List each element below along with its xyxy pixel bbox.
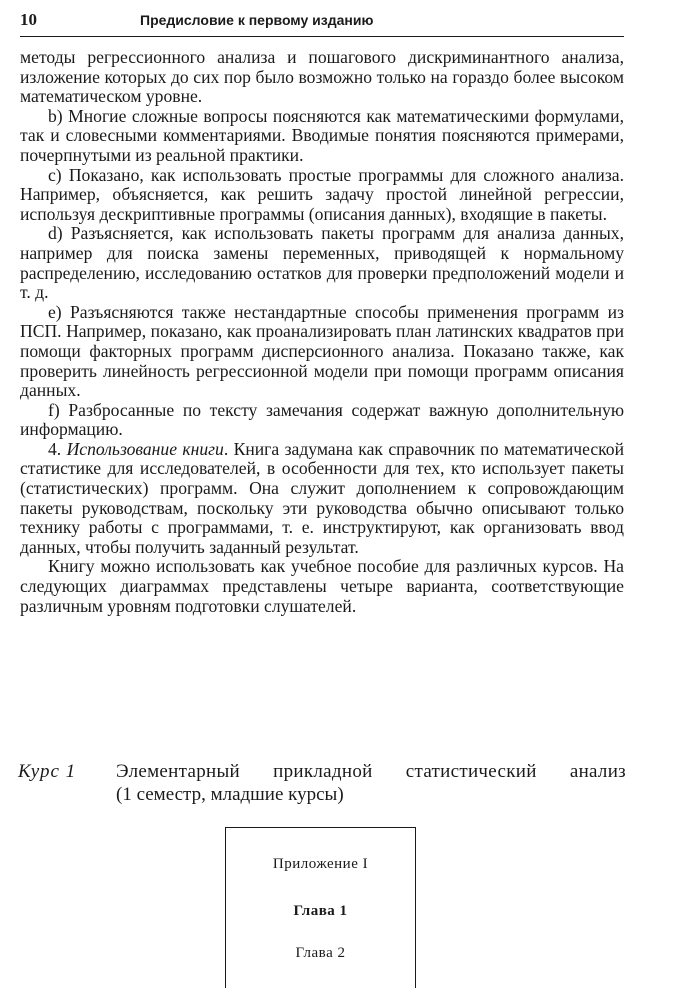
paragraph-continuation: методы регрессионного анализа и пошагового дискриминантного анализа, изложение которых до сих пор было возможно только на гораздо более высоком математическом уровне. xyxy=(20,47,624,107)
course-subtitle: (1 семестр, младшие курсы) xyxy=(116,784,344,805)
course-label: Курс 1 xyxy=(18,761,77,782)
page-number: 10 xyxy=(20,10,37,29)
section-number: 4. xyxy=(48,438,67,459)
paragraph-course-intro: Книгу можно использовать как учебное пособие для различных курсов. На следующих диаграммах представлены четыре варианта, соответствующие различным уровням подготовки слушателей. xyxy=(20,556,624,616)
paragraph-item-e: е) Разъясняются также нестандартные способы применения программ из ПСП. Например, показано, как проанализировать план латинских квадратов при помощи факторных программ дисперсионного анализа. Показано также, как проверить линейность регрессионной модели при помощи программ описания данных. xyxy=(20,301,624,401)
course-diagram-box xyxy=(225,827,416,988)
diagram-item-chapter-1: Глава 1 xyxy=(293,903,348,919)
running-header xyxy=(20,6,624,37)
paragraph-book-usage xyxy=(20,440,624,558)
body-text xyxy=(20,48,624,616)
paragraph-item-d: d) Разъясняется, как использовать пакеты программ для анализа данных, например для поиска замены переменных, приводящей к нормальному распределению, исследованию остатков для проверки предположений модели и т. д. xyxy=(20,223,624,303)
diagram-item-chapter-2: Глава 2 xyxy=(295,945,346,961)
paragraph-item-b: b) Многие сложные вопросы поясняются как математическими формулами, так и словесными комментариями. Вводимые понятия поясняются примерами, почерпнутыми из реальной практики. xyxy=(20,105,624,165)
course-title: Элементарный прикладной статистический анализ xyxy=(116,761,626,782)
diagram-item-appendix: Приложение I xyxy=(272,856,369,872)
paragraph-item-c: с) Показано, как использовать простые программы для сложного анализа. Например, объясняется, как решить задачу простой линейной регрессии, используя дескриптивные программы (описания данных), входящие в пакеты. xyxy=(20,164,624,224)
running-title: Предисловие к первому изданию xyxy=(140,12,374,28)
paragraph-item-f: f) Разбросанные по тексту замечания содержат важную дополнительную информацию. xyxy=(20,399,624,440)
section-heading-italic: Использование книги xyxy=(66,438,224,459)
section-text: . Книга задумана как справочник по математической статистике для исследователей, в особенности для тех, кто использует пакеты (статистических) программ. Она служит дополнением к сопровождающим пакеты руководствам, поскольку эти руководства обычно описывают только технику работы с программами, т. е. инструктируют, как организовать ввод данных, чтобы получить заданный результат. xyxy=(20,438,625,557)
